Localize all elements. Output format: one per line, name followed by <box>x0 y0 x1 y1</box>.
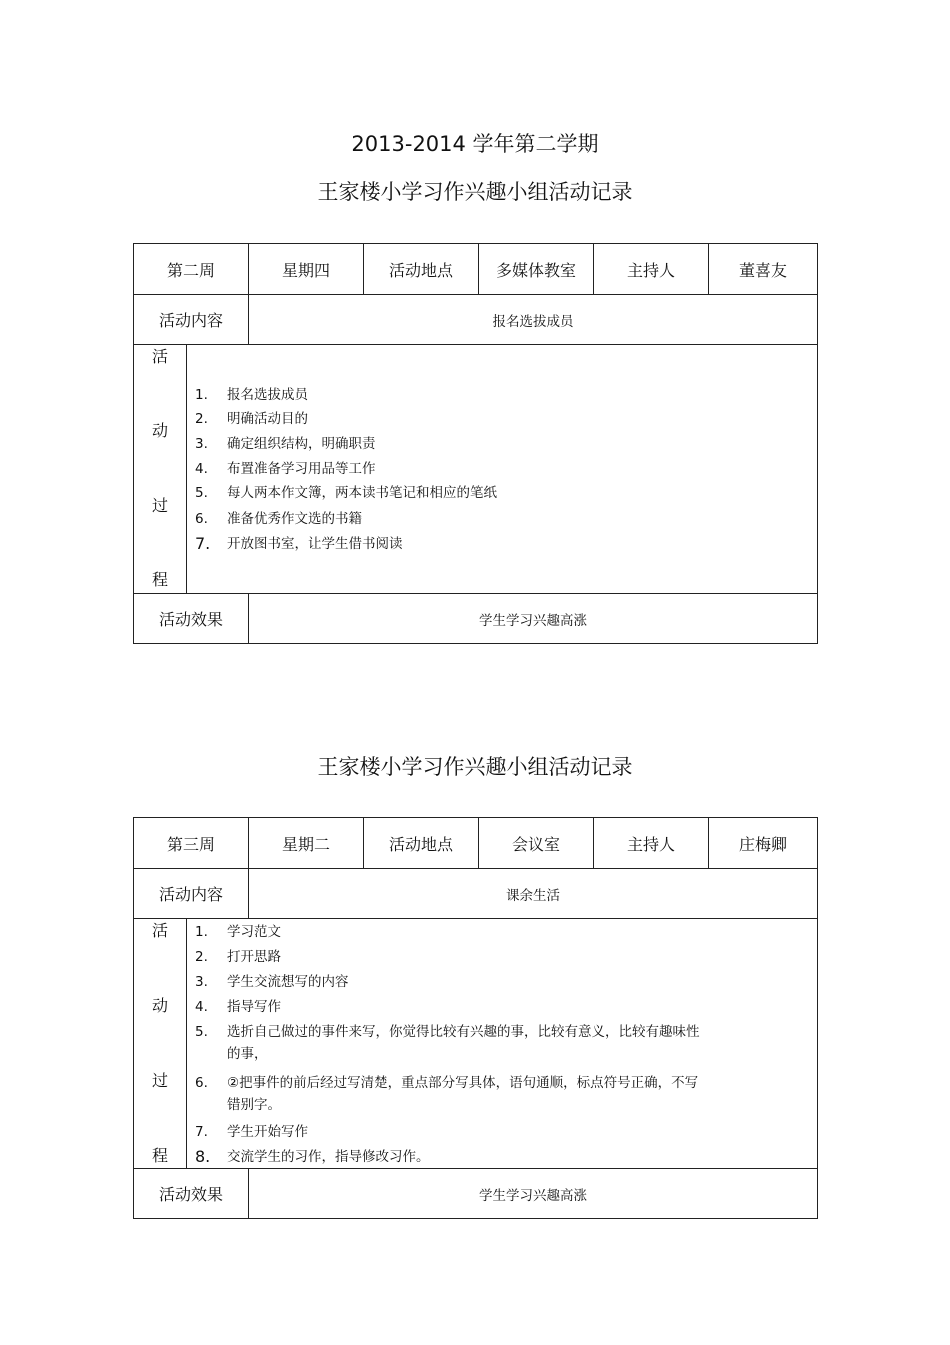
process-label-char: 过 <box>151 496 168 515</box>
list-item: 1. 学习范文 <box>195 924 281 940</box>
process-row <box>134 345 817 594</box>
process-label-char: 过 <box>151 1071 168 1090</box>
process-label <box>134 345 187 593</box>
process-label-char: 程 <box>151 1146 168 1165</box>
host-label: 主持人 <box>594 244 709 294</box>
list-item: 6. 准备优秀作文选的书籍 <box>195 511 362 527</box>
process-label-char: 活 <box>151 347 168 366</box>
effect-row <box>134 594 817 643</box>
content-value: 课余生活 <box>506 887 560 904</box>
activity-record-table <box>133 243 818 644</box>
content-label: 活动内容 <box>134 869 249 918</box>
effect-row <box>134 1169 817 1218</box>
effect-value: 学生学习兴趣高涨 <box>479 1187 587 1204</box>
list-item: 7. 学生开始写作 <box>195 1124 308 1140</box>
content-value: 报名选拔成员 <box>492 313 574 330</box>
list-item-continuation: 的事， <box>227 1046 268 1062</box>
list-item: 4. 布置准备学习用品等工作 <box>195 461 376 477</box>
semester-title: 2013-2014 学年第二学期 <box>351 132 599 156</box>
location-value: 多媒体教室 <box>479 244 594 294</box>
process-list <box>187 919 817 1168</box>
record-title: 王家楼小学习作兴趣小组活动记录 <box>317 755 633 779</box>
record-header-row <box>134 818 817 869</box>
record-title: 王家楼小学习作兴趣小组活动记录 <box>317 180 633 204</box>
list-item: 2. 明确活动目的 <box>195 411 308 427</box>
list-item: 3. 确定组织结构，明确职责 <box>195 436 376 452</box>
list-item: 7. 开放图书室，让学生借书阅读 <box>195 534 403 553</box>
process-label-char: 动 <box>151 421 168 440</box>
host-value: 庄梅卿 <box>738 834 787 854</box>
list-item: 6. ②把事件的前后经过写清楚，重点部分写具体，语句通顺，标点符号正确，不写 <box>195 1075 699 1091</box>
location-label: 活动地点 <box>364 818 479 868</box>
list-item: 5. 选折自己做过的事件来写，你觉得比较有兴趣的事，比较有意义，比较有趣味性 <box>195 1024 700 1040</box>
content-row <box>134 869 817 919</box>
weekday-cell: 星期二 <box>249 818 364 868</box>
content-row <box>134 295 817 345</box>
activity-record-table <box>133 817 818 1219</box>
record-header-row <box>134 244 817 295</box>
list-item: 5. 每人两本作文簿，两本读书笔记和相应的笔纸 <box>195 485 497 501</box>
effect-label: 活动效果 <box>134 1169 249 1218</box>
process-row <box>134 919 817 1169</box>
process-label <box>134 919 187 1168</box>
process-list <box>187 345 817 593</box>
list-item: 1. 报名选拔成员 <box>195 387 308 403</box>
week-cell: 第三周 <box>134 818 249 868</box>
process-label-char: 程 <box>151 570 168 589</box>
location-value: 会议室 <box>479 818 594 868</box>
list-item-continuation: 错别字。 <box>227 1097 281 1113</box>
process-label-char: 活 <box>151 921 168 940</box>
week-cell: 第二周 <box>134 244 249 294</box>
list-item: 8. 交流学生的习作，指导修改习作。 <box>195 1147 430 1166</box>
host-label: 主持人 <box>594 818 709 868</box>
effect-value: 学生学习兴趣高涨 <box>479 612 587 629</box>
list-item: 4. 指导写作 <box>195 999 281 1015</box>
list-item: 3. 学生交流想写的内容 <box>195 974 349 990</box>
effect-label: 活动效果 <box>134 594 249 643</box>
content-label: 活动内容 <box>134 295 249 344</box>
location-label: 活动地点 <box>364 244 479 294</box>
host-value: 董喜友 <box>738 260 787 280</box>
list-item: 2. 打开思路 <box>195 949 281 965</box>
weekday-cell: 星期四 <box>249 244 364 294</box>
process-label-char: 动 <box>151 996 168 1015</box>
